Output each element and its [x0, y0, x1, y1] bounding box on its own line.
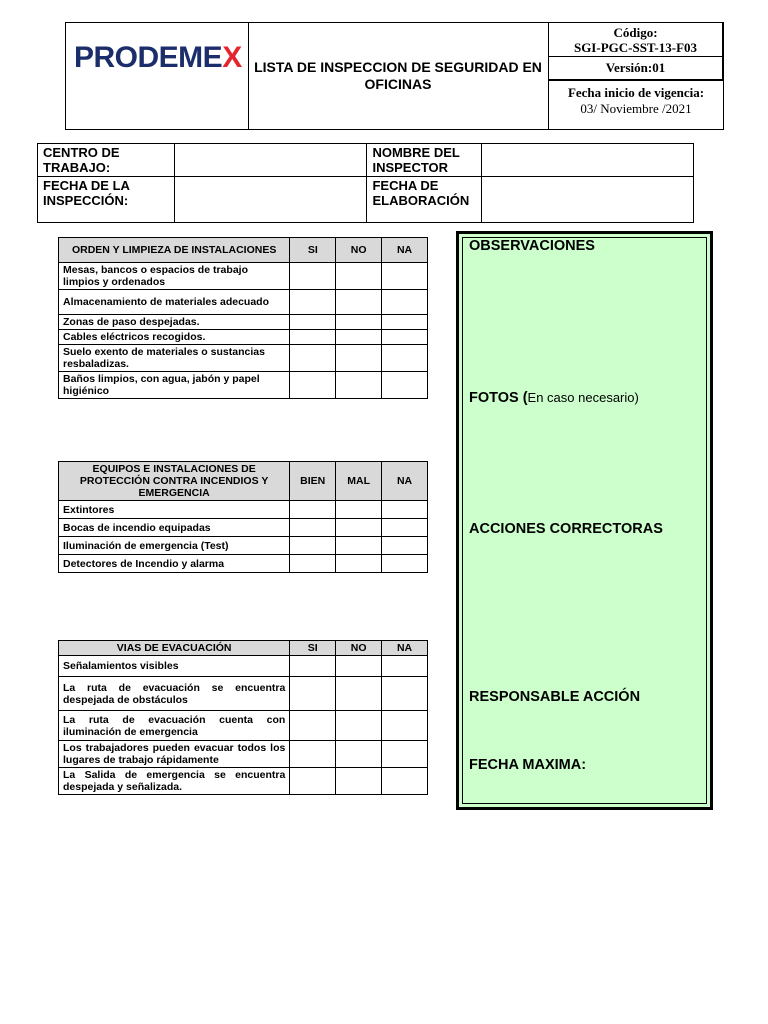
observaciones-label: OBSERVACIONES	[469, 238, 595, 254]
version-cell: Versión:01	[549, 57, 723, 81]
check-si[interactable]	[290, 315, 336, 330]
check-na[interactable]	[382, 768, 428, 795]
check-si[interactable]	[290, 656, 336, 677]
inspector-field[interactable]	[482, 144, 694, 177]
checklist-item: Mesas, bancos o espacios de trabajo limpios y ordenados	[59, 263, 290, 290]
check-no[interactable]	[336, 677, 382, 711]
check-na[interactable]	[382, 330, 428, 345]
check-na[interactable]	[382, 519, 428, 537]
col-si: SI	[290, 238, 336, 263]
check-no[interactable]	[336, 741, 382, 768]
orden-limpieza-table	[58, 237, 428, 399]
vigencia-cell	[549, 81, 723, 129]
check-na[interactable]	[382, 741, 428, 768]
checklist-item: Zonas de paso despejadas.	[59, 315, 290, 330]
check-na[interactable]	[382, 537, 428, 555]
col-mal: MAL	[336, 462, 382, 501]
col-na: NA	[382, 238, 428, 263]
checklist-item: La ruta de evacuación se encuentra despejada de obstáculos	[59, 677, 290, 711]
check-no[interactable]	[336, 656, 382, 677]
check-bien[interactable]	[290, 537, 336, 555]
check-no[interactable]	[336, 263, 382, 290]
check-na[interactable]	[382, 345, 428, 372]
document-meta	[549, 23, 723, 129]
checklist-item: Señalamientos visibles	[59, 656, 290, 677]
fecha-inspeccion-field[interactable]	[174, 177, 367, 223]
vias-title: VIAS DE EVACUACIÓN	[59, 641, 290, 656]
checklist-item: Baños limpios, con agua, jabón y papel higiénico	[59, 372, 290, 399]
inspector-label: NOMBRE DEL INSPECTOR	[367, 144, 482, 177]
fecha-elaboracion-field[interactable]	[482, 177, 694, 223]
vigencia-label: Fecha inicio de vigencia:	[567, 85, 705, 100]
col-no: NO	[336, 641, 382, 656]
vias-evacuacion-table	[58, 640, 428, 795]
col-si: SI	[290, 641, 336, 656]
check-na[interactable]	[382, 263, 428, 290]
check-no[interactable]	[336, 315, 382, 330]
checklist-item: Suelo exento de materiales o sustancias resbaladizas.	[59, 345, 290, 372]
check-mal[interactable]	[336, 555, 382, 573]
check-no[interactable]	[336, 768, 382, 795]
check-si[interactable]	[290, 345, 336, 372]
check-no[interactable]	[336, 290, 382, 315]
document-title: LISTA DE INSPECCION DE SEGURIDAD EN OFICINAS	[248, 23, 549, 129]
check-na[interactable]	[382, 677, 428, 711]
prodemex-logo: PRODEMEX	[74, 41, 242, 74]
check-mal[interactable]	[336, 537, 382, 555]
codigo-cell	[549, 23, 723, 57]
check-si[interactable]	[290, 372, 336, 399]
checklist-item: Los trabajadores pueden evacuar todos los lugares de trabajo rápidamente	[59, 741, 290, 768]
checklist-item: Detectores de Incendio y alarma	[59, 555, 290, 573]
info-table	[37, 143, 694, 223]
col-no: NO	[336, 238, 382, 263]
fotos-label: FOTOS (En caso necesario)	[469, 390, 639, 406]
equipos-incendio-table	[58, 461, 428, 573]
check-na[interactable]	[382, 315, 428, 330]
check-no[interactable]	[336, 330, 382, 345]
check-na[interactable]	[382, 372, 428, 399]
observaciones-panel	[456, 231, 713, 810]
check-no[interactable]	[336, 372, 382, 399]
col-bien: BIEN	[290, 462, 336, 501]
checklist-item: La Salida de emergencia se encuentra despejada y señalizada.	[59, 768, 290, 795]
responsable-accion-label: RESPONSABLE ACCIÓN	[469, 689, 641, 705]
checklist-item: Cables eléctricos recogidos.	[59, 330, 290, 345]
check-si[interactable]	[290, 677, 336, 711]
codigo-label: Código:	[613, 25, 658, 40]
vigencia-value: 03/ Noviembre /2021	[580, 101, 692, 116]
check-mal[interactable]	[336, 501, 382, 519]
check-na[interactable]	[382, 711, 428, 741]
check-na[interactable]	[382, 555, 428, 573]
fecha-inspeccion-label: FECHA DE LA INSPECCIÓN:	[38, 177, 175, 223]
document-header	[65, 22, 724, 130]
check-si[interactable]	[290, 290, 336, 315]
check-si[interactable]	[290, 741, 336, 768]
equipos-title: EQUIPOS E INSTALACIONES DE PROTECCIÓN CONTRA INCENDIOS Y EMERGENCIA	[59, 462, 290, 501]
check-si[interactable]	[290, 330, 336, 345]
codigo-value: SGI-PGC-SST-13-F03	[573, 40, 698, 55]
centro-label: CENTRO DE TRABAJO:	[38, 144, 175, 177]
check-bien[interactable]	[290, 501, 336, 519]
check-na[interactable]	[382, 501, 428, 519]
check-bien[interactable]	[290, 555, 336, 573]
checklist-item: Almacenamiento de materiales adecuado	[59, 290, 290, 315]
check-si[interactable]	[290, 768, 336, 795]
logo-cell	[66, 23, 249, 129]
col-na: NA	[382, 641, 428, 656]
fecha-maxima-label: FECHA MAXIMA:	[469, 757, 587, 773]
check-si[interactable]	[290, 263, 336, 290]
checklist-item: La ruta de evacuación cuenta con iluminación de emergencia	[59, 711, 290, 741]
check-na[interactable]	[382, 656, 428, 677]
check-no[interactable]	[336, 345, 382, 372]
col-na: NA	[382, 462, 428, 501]
checklist-item: Iluminación de emergencia (Test)	[59, 537, 290, 555]
centro-field[interactable]	[174, 144, 367, 177]
check-bien[interactable]	[290, 519, 336, 537]
checklist-item: Bocas de incendio equipadas	[59, 519, 290, 537]
acciones-correctoras-label: ACCIONES CORRECTORAS	[469, 521, 663, 537]
orden-title: ORDEN Y LIMPIEZA DE INSTALACIONES	[59, 238, 290, 263]
checklist-item: Extintores	[59, 501, 290, 519]
fecha-elaboracion-label: FECHA DE ELABORACIÓN	[367, 177, 482, 223]
check-no[interactable]	[336, 711, 382, 741]
check-na[interactable]	[382, 290, 428, 315]
check-mal[interactable]	[336, 519, 382, 537]
check-si[interactable]	[290, 711, 336, 741]
